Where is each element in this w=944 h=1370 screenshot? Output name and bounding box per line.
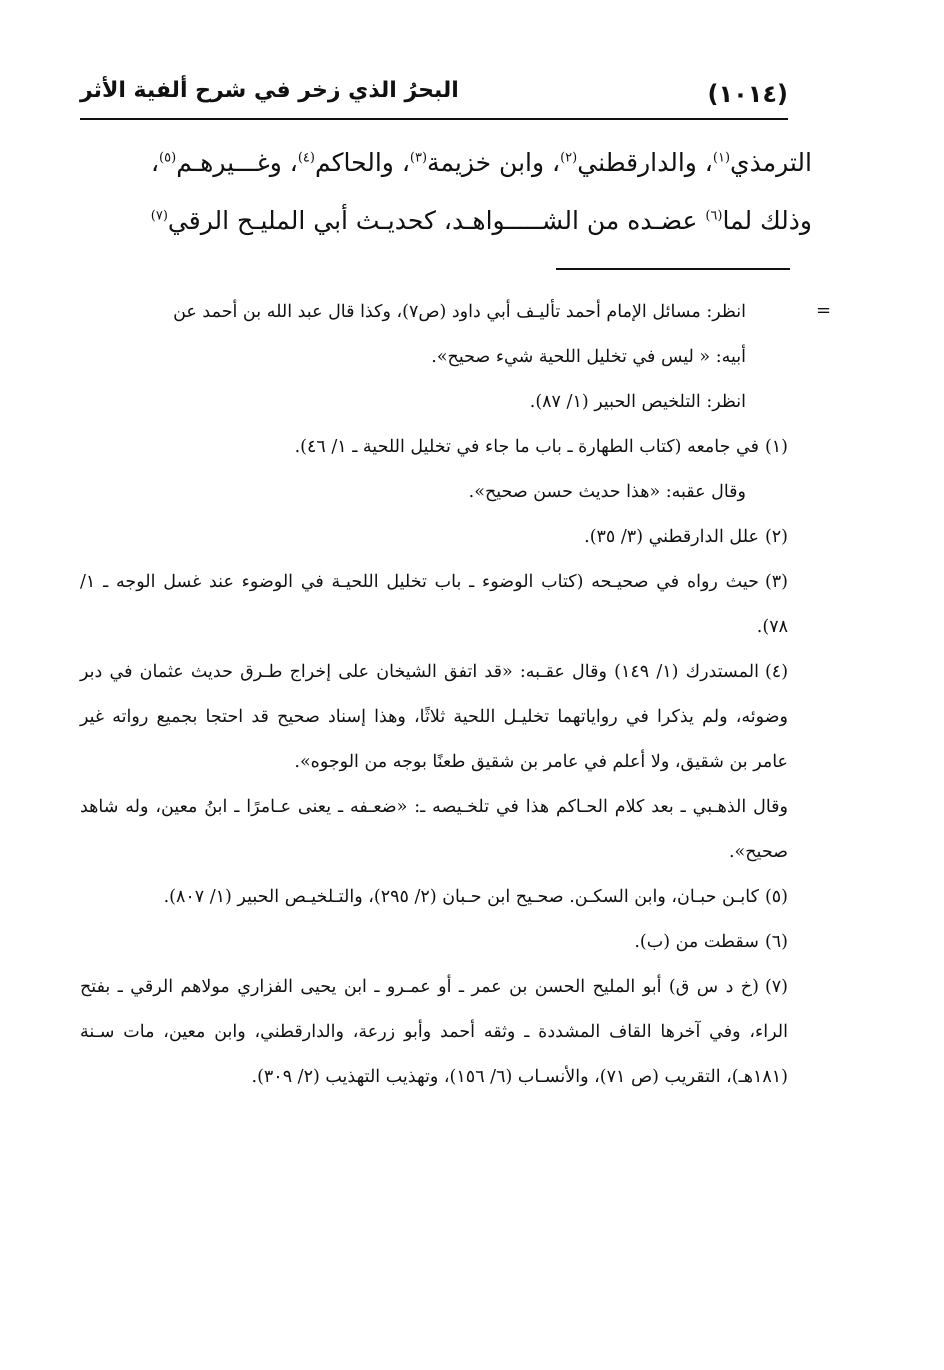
page-header [80, 74, 788, 114]
footnote-number: (٤) [764, 662, 789, 682]
footnote-3: (٣)حيث رواه في صحيـحه (كتاب الوضوء ـ باب تخليل اللحيـة في الوضوء عند غسل الوجه ـ ١/ ٧٨). [80, 560, 788, 650]
footnote-4-continuation: وقال الذهـبي ـ بعد كلام الحـاكم هذا في تلخـيصه ـ: «ضعـفه ـ يعنى عـامرًا ـ ابنُ معين، وله شاهد صحيح». [80, 797, 788, 862]
ref-marker: (٣) [409, 150, 428, 166]
ref-marker: (٤) [297, 150, 315, 166]
main-line-2: وذلك لما$^{(٦)}$ عضـده من الشـــــواهـد، كحديـث أبي المليـح الرقي$^{(٧)}$ [150, 206, 812, 235]
continuation-mark: = [816, 300, 832, 321]
footnote-number: (٣) [764, 572, 788, 592]
footnote-2: (٢)علل الدارقطني (٣/ ٣٥). [80, 515, 788, 560]
footnotes [80, 290, 788, 1100]
page-number: (١٠١٤) [707, 80, 788, 108]
footnote-4: (٤)المستدرك (١/ ١٤٩) وقال عقـبه: «قد اتفق الشيخان على إخراج طـرق حديث عثمان في دبر وضوئه، ولم يذكرا في رواياتهما تخليـل اللحية ثلاثًا، وهذا إسناد صحيح قد احتجا بجميع رواته غير عامر بن شقيق، ولا أعلم في عامر بن شقيق طعنًا بوجه من الوجوه». [80, 650, 788, 785]
ref-marker: (٢) [560, 150, 578, 166]
footnote-continuation: أبيه: « ليس في تخليل اللحية شيء صحيح». [431, 347, 746, 367]
main-text [80, 134, 812, 250]
footnote-5: (٥)كابـن حبـان، وابن السكـن. صحـيح ابن حـبان (٢/ ٢٩٥)، والتـلخيـص الحبير (١/ ٨٠٧). [80, 875, 788, 920]
footnote-number: (٢) [764, 527, 788, 547]
main-line-1: الترمذي$^{(١)}$، والدارقطني$^{(٢)}$، وابن خزيمة$^{(٣)}$، والحاكم$^{(٤)}$، وغـــيرهـم$^{(٥)}$، [150, 148, 812, 177]
footnote-number: (٥) [764, 887, 788, 907]
ref-marker: (٧) [150, 208, 168, 224]
footnote-number: (١) [764, 437, 788, 457]
footnote-number: (٧) [764, 977, 788, 997]
footnote-6: (٦)سقطت من (ب). [80, 920, 788, 965]
ref-marker: (٦) [705, 208, 723, 224]
footnote-continuation: انظر: التلخيص الحبير (١/ ٨٧). [529, 392, 746, 412]
header-rule [80, 118, 788, 120]
footnote-continuation: انظر: مسائل الإمام أحمد تأليـف أبي داود (ص٧)، وكذا قال عبد الله بن أحمد عن [173, 302, 746, 322]
book-title: البحرُ الذي زخر في شرح ألفية الأثر [80, 78, 459, 103]
footnote-number: (٦) [764, 932, 788, 952]
ref-marker: (١) [712, 150, 731, 166]
footnote-separator [556, 268, 790, 270]
footnote-1: (١)في جامعه (كتاب الطهارة ـ باب ما جاء في تخليل اللحية ـ ١/ ٤٦). [80, 425, 788, 470]
footnote-1-continuation: وقال عقبه: «هذا حديث حسن صحيح». [468, 482, 746, 502]
footnote-7: (٧)(خ د س ق) أبو المليح الحسن بن عمر ـ أو عمـرو ـ ابن يحيى الفزاري مولاهم الرقي ـ بفتح الراء، وفي آخرها القاف المشددة ـ وثقه أحمد وأبو زرعة، والدارقطني، وابن معين، مات سـنة (١٨١هـ)، التقريب (ص ٧١)، والأنسـاب (٦/ ١٥٦)، وتهذيب التهذيب (٢/ ٣٠٩). [80, 965, 788, 1100]
ref-marker: (٥) [159, 150, 177, 166]
